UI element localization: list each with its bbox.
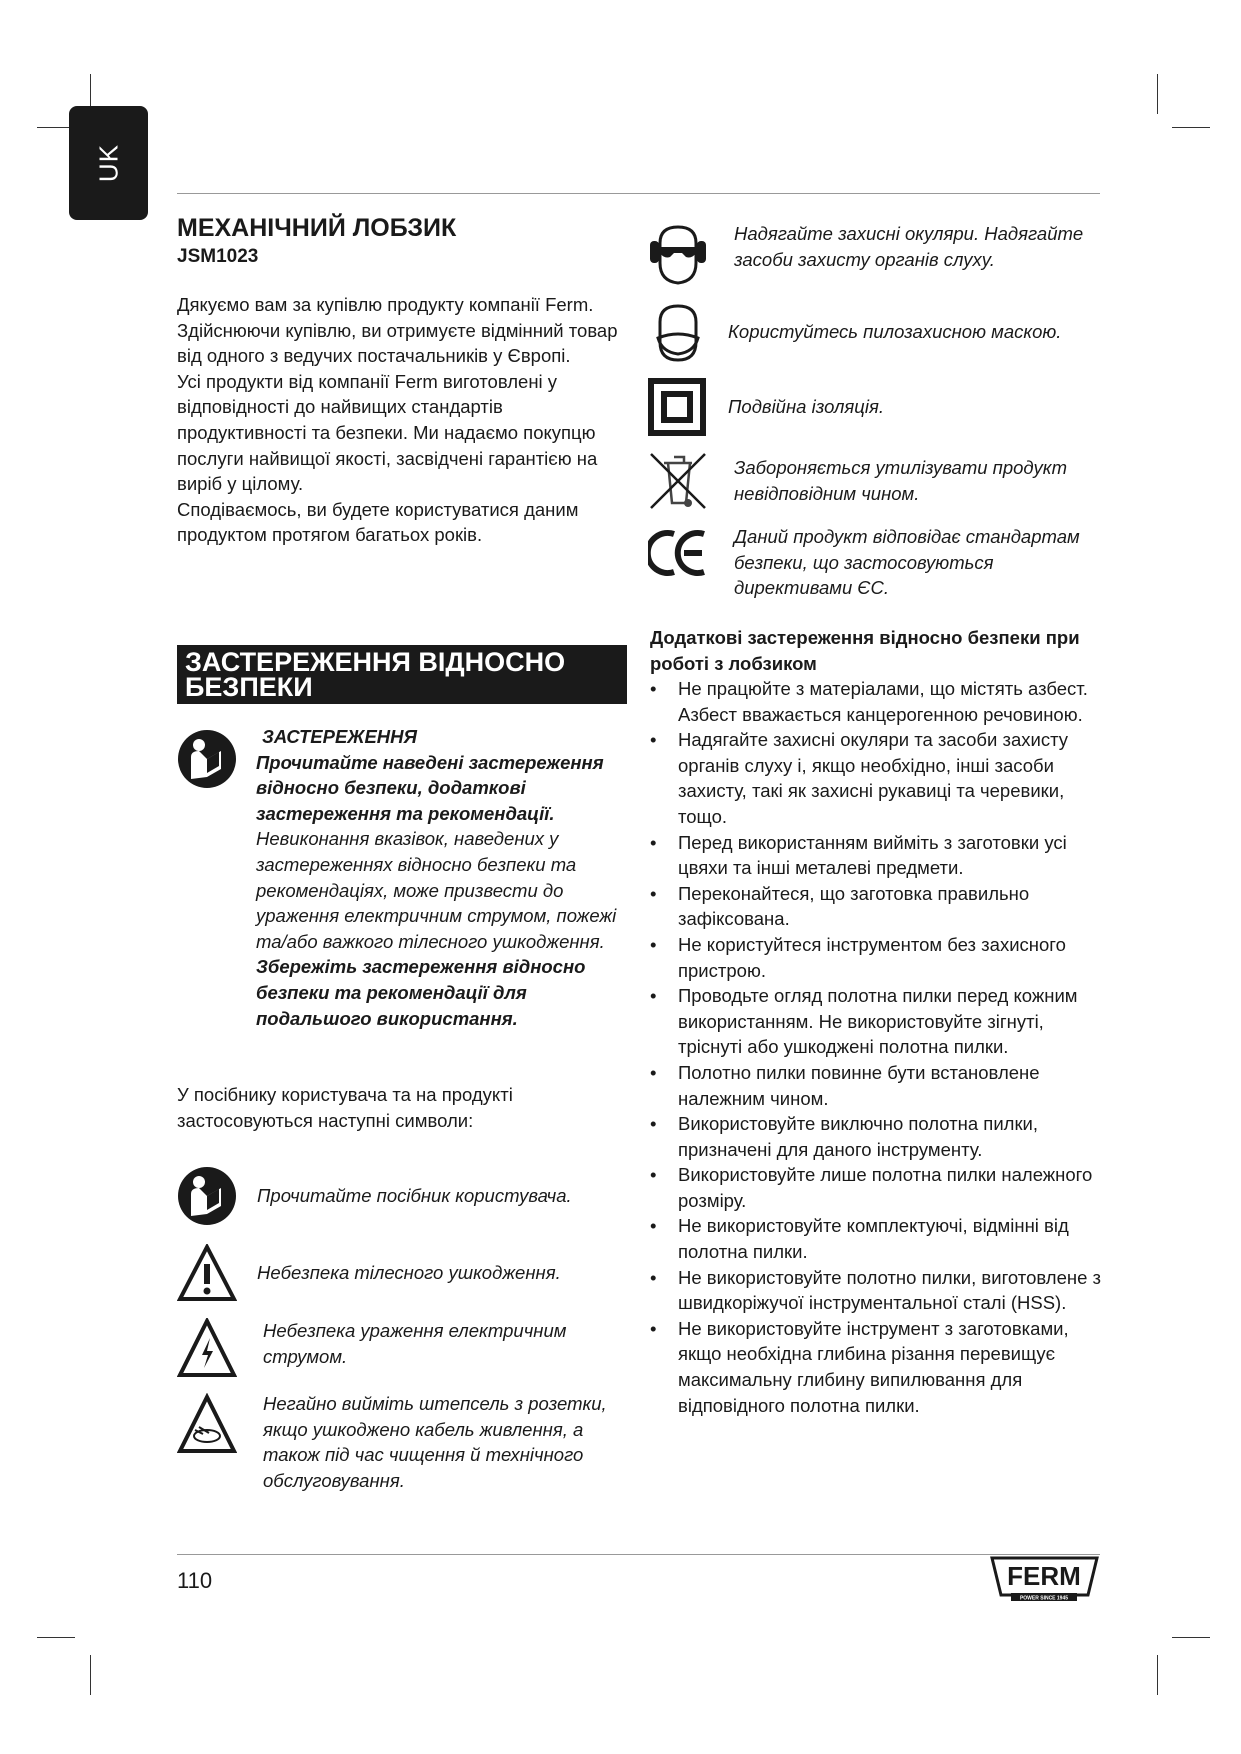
list-item: • Не використовуйте полотно пилки, виготовлене з швидкоріжучої інструментальної сталі (HSS). — [650, 1265, 1105, 1316]
language-tab — [69, 106, 148, 220]
crop-mark — [1172, 1637, 1210, 1638]
list-item: • Переконайтеся, що заготовка правильно зафіксована. — [650, 881, 1105, 932]
symbol-text: Негайно вийміть штепсель з розетки, якщо ушкоджено кабель живлення, а також під час чищення й технічного обслуговування. — [263, 1393, 607, 1491]
symbol-text: Надягайте захисні окуляри. Надягайте засоби захисту органів слуху. — [734, 223, 1084, 270]
dust-mask-icon — [648, 302, 708, 362]
list-item: • Полотно пилки повинне бути встановлене належним чином. — [650, 1060, 1105, 1111]
intro-paragraph: Здійснюючи купівлю, ви отримуєте відмінний товар від одного з ведучих постачальників у Європі. — [177, 319, 618, 367]
symbol-row — [648, 302, 1098, 362]
page-number: 110 — [177, 1568, 213, 1593]
crop-mark — [90, 1655, 91, 1695]
goggles-earmuffs-icon — [648, 223, 708, 285]
ce-mark-icon — [648, 528, 708, 578]
symbol-text: Подвійна ізоляція. — [728, 396, 884, 418]
logo-tagline: POWER SINCE 1945 — [1019, 1595, 1069, 1602]
weee-bin-icon — [648, 451, 708, 511]
unplug-icon — [177, 1393, 237, 1455]
intro-paragraph: Усі продукти від компанії Ferm виготовлені у відповідності до найвищих стандартів продуктивності та безпеки. Ми надаємо покупцю послуги найвищої якості, засвідчені гарантією на виріб у цілому. — [177, 370, 598, 495]
ferm-logo — [989, 1555, 1100, 1603]
symbol-row — [648, 451, 1104, 511]
read-manual-icon — [177, 1166, 237, 1226]
symbol-text: Забороняється утилізувати продукт невідповідним чином. — [734, 457, 1068, 504]
symbols-intro: У посібнику користувача та на продукті застосовуються наступні символи: — [177, 1084, 513, 1131]
warning-block — [256, 724, 636, 1031]
symbol-row — [648, 223, 1104, 285]
double-insulation-icon — [648, 378, 708, 436]
model-number: JSM1023 — [177, 246, 259, 267]
crop-mark — [37, 1637, 75, 1638]
crop-mark — [1157, 74, 1158, 114]
top-rule — [177, 193, 1100, 194]
language-tab-label: UK — [93, 143, 123, 183]
additional-safety-heading: Додаткові застереження відносно безпеки при роботі з лобзиком — [650, 627, 1080, 674]
read-manual-icon — [177, 728, 237, 790]
warning-text: Невиконання вказівок, наведених у застереженнях відносно безпеки та рекомендаціях, може призвести до ураження електричним струмом, пожежі та/або важкого тілесного ушкодження. — [256, 828, 617, 952]
list-item: • Не використовуйте інструмент з заготовками, якщо необхідна глибина різання перевищує максимальну глибину випилювання для відповідного полотна пилки. — [650, 1316, 1105, 1418]
symbol-text: Даний продукт відповідає стандартам безпеки, що застосовуються директивами ЄС. — [734, 526, 1080, 599]
warning-label: ЗАСТЕРЕЖЕННЯ — [262, 726, 418, 747]
page-title: МЕХАНІЧНИЙ ЛОБЗИК — [177, 214, 457, 242]
safety-heading: ЗАСТЕРЕЖЕННЯ ВІДНОСНО БЕЗПЕКИ — [177, 645, 627, 704]
list-item: • Проводьте огляд полотна пилки перед кожним використанням. Не використовуйте зігнуті, тріснуті або ушкоджені полотна пилки. — [650, 983, 1105, 1060]
list-item: • Надягайте захисні окуляри та засоби захисту органів слуху і, якщо необхідно, інші засоби захисту, такі як захисні рукавиці та черевики, тощо. — [650, 727, 1105, 829]
logo-text: FERM — [1007, 1561, 1081, 1591]
bottom-rule — [177, 1554, 1100, 1555]
intro-paragraph: Дякуємо вам за купівлю продукту компанії Ferm. — [177, 294, 594, 315]
additional-safety-list — [650, 676, 1105, 1418]
intro-paragraph: Сподіваємось, ви будете користуватися даним продуктом протягом багатьох років. — [177, 498, 579, 546]
warning-keep-instructions: Збережіть застереження відносно безпеки та рекомендації для подальшого використання. — [256, 956, 586, 1029]
crop-mark — [1157, 1655, 1158, 1695]
warning-read-instructions: Прочитайте наведені застереження відносно безпеки, додаткові застереження та рекомендації. — [256, 751, 604, 824]
crop-mark — [1172, 127, 1210, 128]
symbol-row — [648, 524, 1104, 601]
list-item: • Не використовуйте комплектуючі, відмінні від полотна пилки. — [650, 1213, 1105, 1264]
electric-shock-icon — [177, 1318, 237, 1378]
symbol-row — [177, 1318, 633, 1378]
symbol-row — [177, 1391, 633, 1493]
list-item: • Не користуйтеся інструментом без захисного пристрою. — [650, 932, 1105, 983]
symbol-text: Користуйтесь пилозахисною маскою. — [728, 321, 1062, 343]
list-item: • Перед використанням вийміть з заготовки усі цвяхи та інші металеві предмети. — [650, 830, 1105, 881]
list-item: • Використовуйте лише полотна пилки належного розміру. — [650, 1162, 1105, 1213]
warning-triangle-icon — [177, 1244, 237, 1302]
symbol-text: Небезпека ураження електричним струмом. — [263, 1320, 567, 1367]
list-item: • Використовуйте виключно полотна пилки, призначені для даного інструменту. — [650, 1111, 1105, 1162]
symbol-text: Небезпека тілесного ушкодження. — [257, 1262, 561, 1284]
intro-text — [177, 292, 637, 548]
symbol-row — [648, 378, 1098, 436]
symbol-row — [177, 1244, 627, 1302]
symbol-row — [177, 1166, 627, 1226]
symbol-text: Прочитайте посібник користувача. — [257, 1185, 572, 1207]
list-item: • Не працюйте з матеріалами, що містять азбест. Азбест вважається канцерогенною речовиною. — [650, 676, 1105, 727]
